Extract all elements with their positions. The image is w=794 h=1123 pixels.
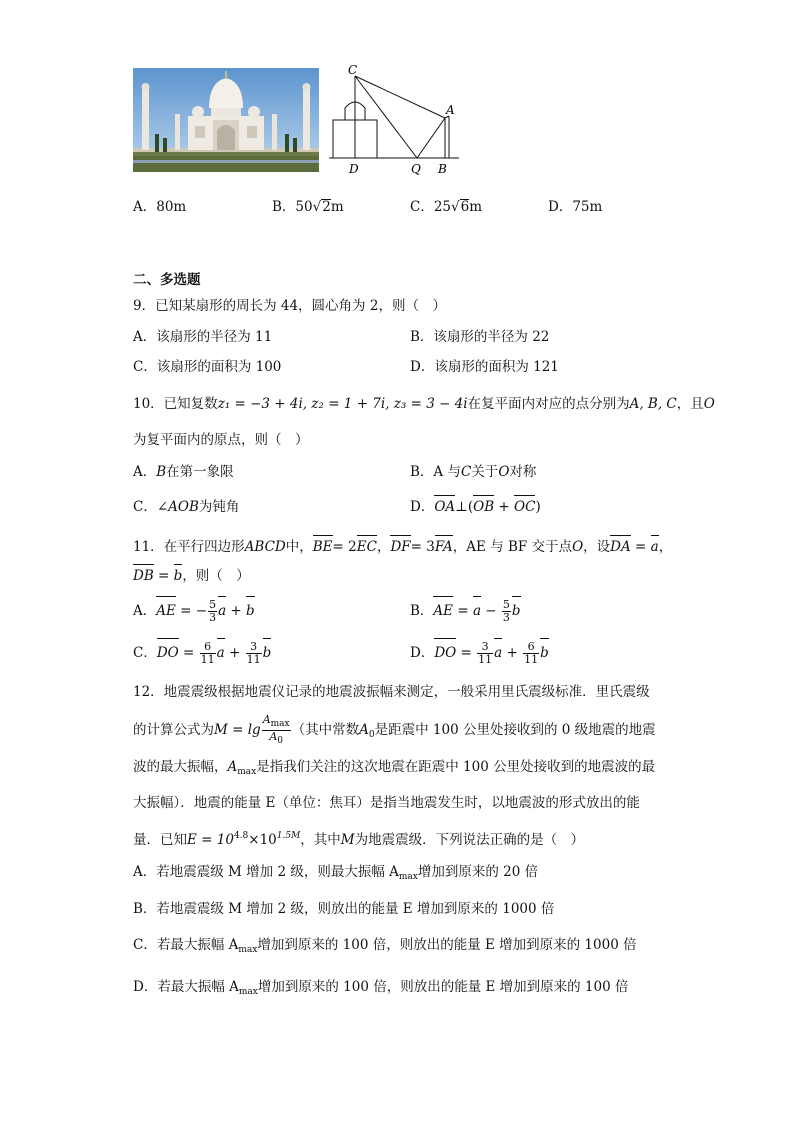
- q10-stem-line2: 为复平面内的原点，则（ ）: [133, 432, 309, 448]
- taj-mahal-photo: [133, 68, 319, 172]
- label-A: A: [446, 103, 455, 117]
- q10-option-c: C．∠AOB为钝角: [133, 499, 240, 515]
- q12-option-b: B．若地震震级 M 增加 2 级，则放出的能量 E 增加到原来的 1000 倍: [133, 901, 555, 917]
- q12-line5: 量．已知$E = 10^{4.8}\times 10^{1.5M}$，其中M为地震震级．下列说法正确的是（ ）: [133, 831, 585, 848]
- q11-stem-line1: 11．在平行四边形ABCD中，BE= 2EC，DF= 3FA，AE 与 BF 交于点O，设DA = a，: [133, 539, 673, 555]
- geometry-diagram: [325, 62, 465, 180]
- q8-option-b: B．50√2m: [272, 199, 344, 215]
- q11-option-b: B．AE = a − $\frac{5}{3}$ b: [410, 598, 521, 624]
- q11-stem-line2: DB = b，则（ ）: [133, 568, 250, 584]
- label-D: D: [349, 162, 359, 176]
- q12-line2: 的计算公式为M = lg $\frac{A_{max}}{A_0}$ （其中常数$A_0$是距震中 100 公里处接收到的 0 级地震的地震: [133, 713, 656, 746]
- q12-option-c: C．若最大振幅 $A_{max}$增加到原来的 100 倍，则放出的能量 E 增加到原来的 1000 倍: [133, 937, 637, 955]
- q11-option-d: D．DO = $\frac{3}{11}$ a + $\frac{6}{11}$ b: [410, 640, 549, 666]
- q10-stem-line1: 10．已知复数z₁ = −3 + 4i, z₂ = 1 + 7i, z₃ = 3 − 4i在复平面内对应的点分别为A, B, C，且O: [133, 396, 715, 412]
- q9-option-b: B．该扇形的半径为 22: [410, 329, 550, 345]
- q10-option-d: D．OA⊥(OB + OC): [410, 499, 541, 515]
- label-Q: Q: [411, 162, 421, 176]
- section-title: 二、多选题: [133, 272, 201, 288]
- q12-option-d: D．若最大振幅 $A_{max}$增加到原来的 100 倍，则放出的能量 E 增加到原来的 100 倍: [133, 979, 629, 997]
- q10-option-a: A．B在第一象限: [133, 464, 234, 480]
- q8-option-a: A．80m: [133, 199, 187, 215]
- q9-stem: 9．已知某扇形的周长为 44，圆心角为 2，则（ ）: [133, 298, 446, 314]
- q8-option-c: C．25√6m: [410, 199, 483, 215]
- q11-option-c: C．DO = $\frac{6}{11}$ a + $\frac{3}{11}$ b: [133, 640, 272, 666]
- q12-line3: 波的最大振幅，$A_{max}$是指我们关注的这次地震在距震中 100 公里处接收到的地震波的最: [133, 759, 656, 777]
- q10-option-b: B．A 与C关于O对称: [410, 464, 537, 480]
- q9-option-a: A．该扇形的半径为 11: [133, 329, 273, 345]
- q12-line1: 12．地震震级根据地震仪记录的地震波振幅来测定，一般采用里氏震级标准．里氏震级: [133, 684, 650, 700]
- q8-option-d: D．75m: [548, 199, 603, 215]
- label-C: C: [348, 63, 358, 77]
- q9-option-d: D．该扇形的面积为 121: [410, 359, 559, 375]
- label-B: B: [438, 162, 447, 176]
- q9-option-c: C．该扇形的面积为 100: [133, 359, 282, 375]
- q12-option-a: A．若地震震级 M 增加 2 级，则最大振幅 $A_{max}$增加到原来的 20 倍: [133, 864, 539, 882]
- q12-line4: 大振幅）．地震的能量 E（单位：焦耳）是指当地震发生时，以地震波的形式放出的能: [133, 795, 640, 811]
- q11-option-a: A．AE = − $\frac{5}{3}$ a + b: [133, 598, 255, 624]
